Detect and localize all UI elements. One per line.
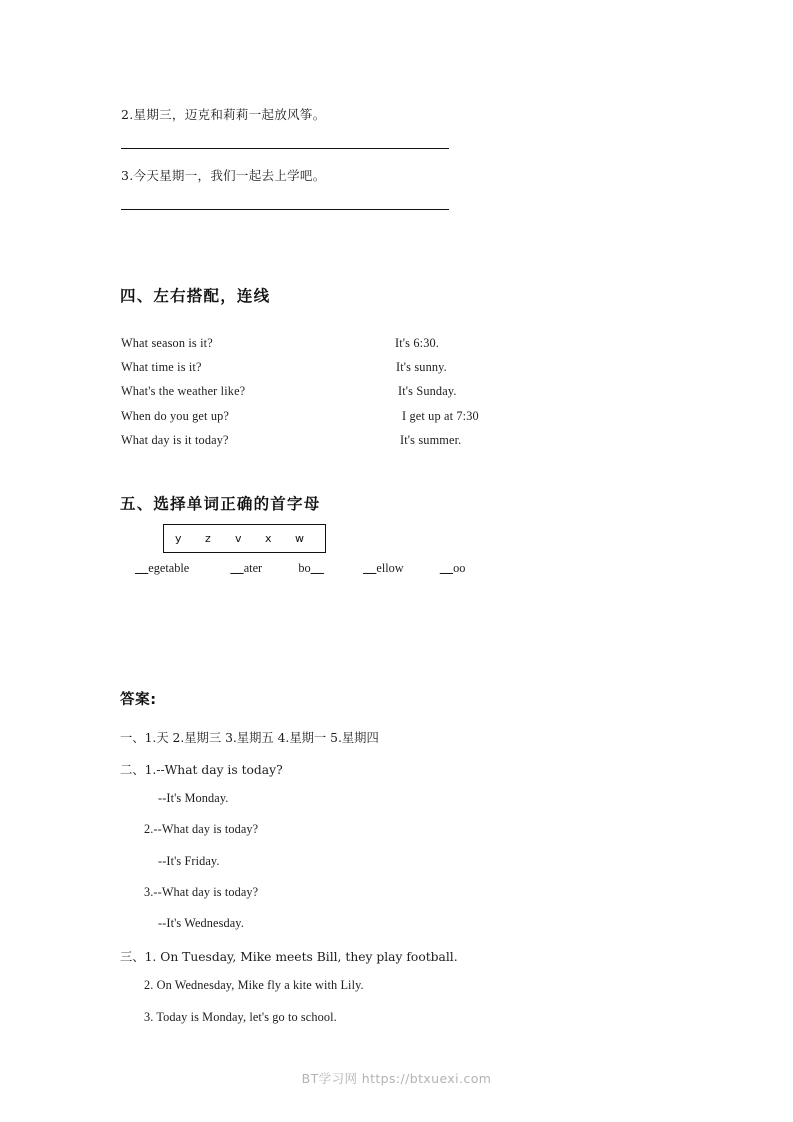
match-left-item-2: What time is it? xyxy=(121,360,202,374)
word-blank-vegetable-prefix: __ xyxy=(135,561,149,575)
answer-line-7: --It's Wednesday. xyxy=(158,916,244,930)
letter-choice-box xyxy=(163,524,326,553)
letter-choice-y: y xyxy=(175,532,182,545)
answer-line-2: 二、1.--What day is today? xyxy=(120,763,283,777)
letter-choice-w: w xyxy=(295,532,304,545)
match-left-item-4: When do you get up? xyxy=(121,409,230,423)
answer-line-4: 2.--What day is today? xyxy=(144,822,259,836)
match-right-item-4: I get up at 7:30 xyxy=(402,409,479,423)
word-blank-box xyxy=(298,561,324,576)
answer-line-6: 3.--What day is today? xyxy=(144,885,259,899)
answer-rule-3 xyxy=(121,209,449,210)
match-right-item-3: It's Sunday. xyxy=(398,384,457,398)
answer-line-3: --It's Monday. xyxy=(158,791,229,805)
match-right-item-2: It's sunny. xyxy=(396,360,447,374)
section-five-heading: 五、选择单词正确的首字母 xyxy=(120,495,321,513)
word-blank-box-suffix: __ xyxy=(310,561,324,575)
word-blank-vegetable xyxy=(135,561,189,576)
answer-line-5: --It's Friday. xyxy=(158,854,220,868)
letter-choice-z: z xyxy=(205,532,211,545)
word-blank-water-body: ater xyxy=(243,561,263,575)
translate-prompt-3: 3.今天星期一，我们一起去上学吧。 xyxy=(121,168,326,183)
answer-rule-2 xyxy=(121,148,449,149)
answer-line-8: 三、1. On Tuesday, Mike meets Bill, they play football. xyxy=(120,950,458,964)
letter-choice-x: x xyxy=(265,532,272,545)
letter-choice-v: v xyxy=(235,532,242,545)
match-right-item-1: It's 6:30. xyxy=(395,336,440,350)
match-left-item-5: What day is it today? xyxy=(121,433,229,447)
word-blank-zoo-prefix: __ xyxy=(439,561,454,575)
match-left-item-1: What season is it? xyxy=(121,336,213,350)
match-right-item-5: It's summer. xyxy=(400,433,462,447)
match-left-item-3: What's the weather like? xyxy=(121,384,246,398)
word-blank-row xyxy=(135,561,465,576)
word-blank-water-prefix: __ xyxy=(230,561,244,575)
answers-heading: 答案: xyxy=(120,692,157,708)
word-blank-water xyxy=(230,561,262,576)
word-blank-zoo-body: oo xyxy=(453,561,466,575)
answer-line-1: 一、1.天 2.星期三 3.星期五 4.星期一 5.星期四 xyxy=(120,731,379,745)
answer-line-10: 3. Today is Monday, let's go to school. xyxy=(144,1010,337,1024)
word-blank-box-body: bo xyxy=(298,561,311,575)
answer-line-9: 2. On Wednesday, Mike fly a kite with Lily. xyxy=(144,978,364,992)
word-blank-yellow xyxy=(363,561,404,576)
word-blank-vegetable-body: egetable xyxy=(148,561,190,575)
word-blank-zoo xyxy=(440,561,466,576)
footer-watermark: BT学习网 https://btxuexi.com xyxy=(301,1071,492,1086)
section-four-heading: 四、左右搭配，连线 xyxy=(120,287,271,305)
word-blank-yellow-body: ellow xyxy=(376,561,404,575)
word-blank-yellow-prefix: __ xyxy=(363,561,377,575)
translate-prompt-2: 2.星期三，迈克和莉莉一起放风筝。 xyxy=(121,107,326,122)
